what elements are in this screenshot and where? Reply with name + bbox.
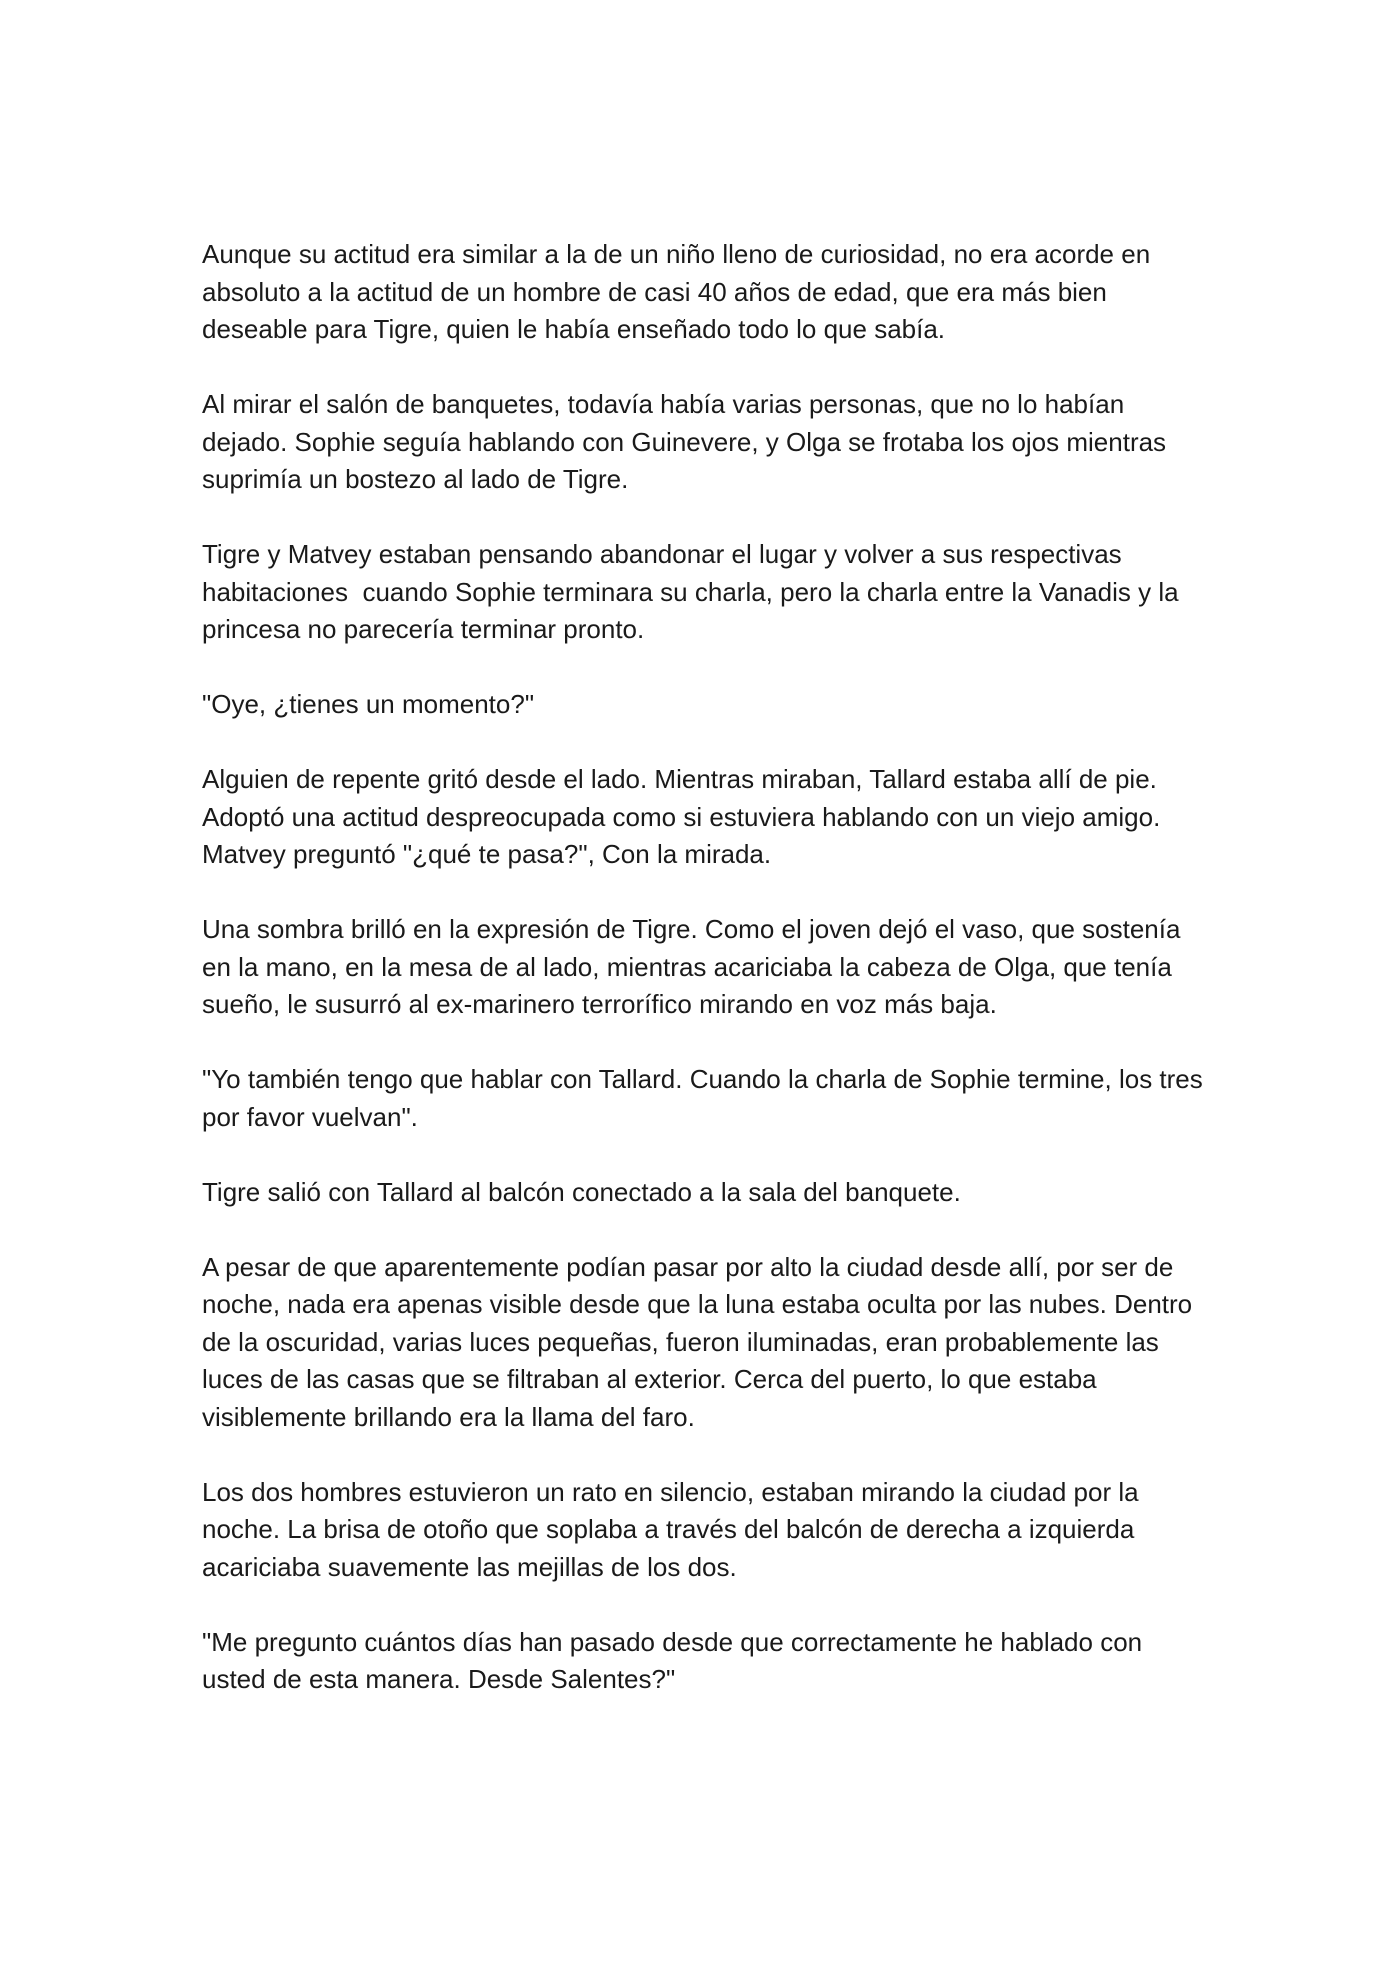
paragraph: Una sombra brilló en la expresión de Tigre. Como el joven dejó el vaso, que sostenía en la mano, en la mesa de al lado, mientras acariciaba la cabeza de Olga, que tenía sueño, le susurró al ex-marinero terrorífico mirando en voz más baja. — [202, 914, 1188, 1019]
paragraph: Tigre y Matvey estaban pensando abandonar el lugar y volver a sus respectivas habitaciones cuando Sophie terminara su charla, pero la charla entre la Vanadis y la princesa no parecería terminar pronto. — [202, 539, 1186, 644]
paragraph: Alguien de repente gritó desde el lado. Mientras miraban, Tallard estaba allí de pie. Adoptó una actitud despreocupada como si estuviera hablando con un viejo amigo. Matvey preguntó "¿qué te pasa?", Con la mirada. — [202, 764, 1168, 869]
dialogue-paragraph: "Yo también tengo que hablar con Tallard. Cuando la charla de Sophie termine, los tres por favor vuelvan". — [202, 1064, 1210, 1132]
paragraph: Tigre salió con Tallard al balcón conectado a la sala del banquete. — [202, 1176, 961, 1207]
paragraph: A pesar de que aparentemente podían pasar por alto la ciudad desde allí, por ser de noche, nada era apenas visible desde que la luna estaba oculta por las nubes. Dentro de la oscuridad, varias luces pequeñas, fueron iluminadas, eran probablemente las luces de las casas que se filtraban al exterior. Cerca del puerto, lo que estaba visiblemente brillando era la llama del faro. — [202, 1251, 1200, 1432]
paragraph: Aunque su actitud era similar a la de un niño lleno de curiosidad, no era acorde en absoluto a la actitud de un hombre de casi 40 años de edad, que era más bien deseable para Tigre, quien le había enseñado todo lo que sabía. — [202, 239, 1158, 344]
paragraph: Al mirar el salón de banquetes, todavía había varias personas, que no lo habían dejado. Sophie seguía hablando con Guinevere, y Olga se frotaba los ojos mientras suprimía un bostezo al lado de Tigre. — [202, 389, 1174, 494]
dialogue-paragraph: "Oye, ¿tienes un momento?" — [202, 689, 535, 719]
paragraph: Los dos hombres estuvieron un rato en silencio, estaban mirando la ciudad por la noche. La brisa de otoño que soplaba a través del balcón de derecha a izquierda acariciaba suavemente las mejillas de los dos. — [202, 1476, 1146, 1582]
document-body — [202, 236, 1212, 1736]
dialogue-paragraph: "Me pregunto cuántos días han pasado desde que correctamente he hablado con usted de esta manera. Desde Salentes?" — [202, 1626, 1150, 1694]
